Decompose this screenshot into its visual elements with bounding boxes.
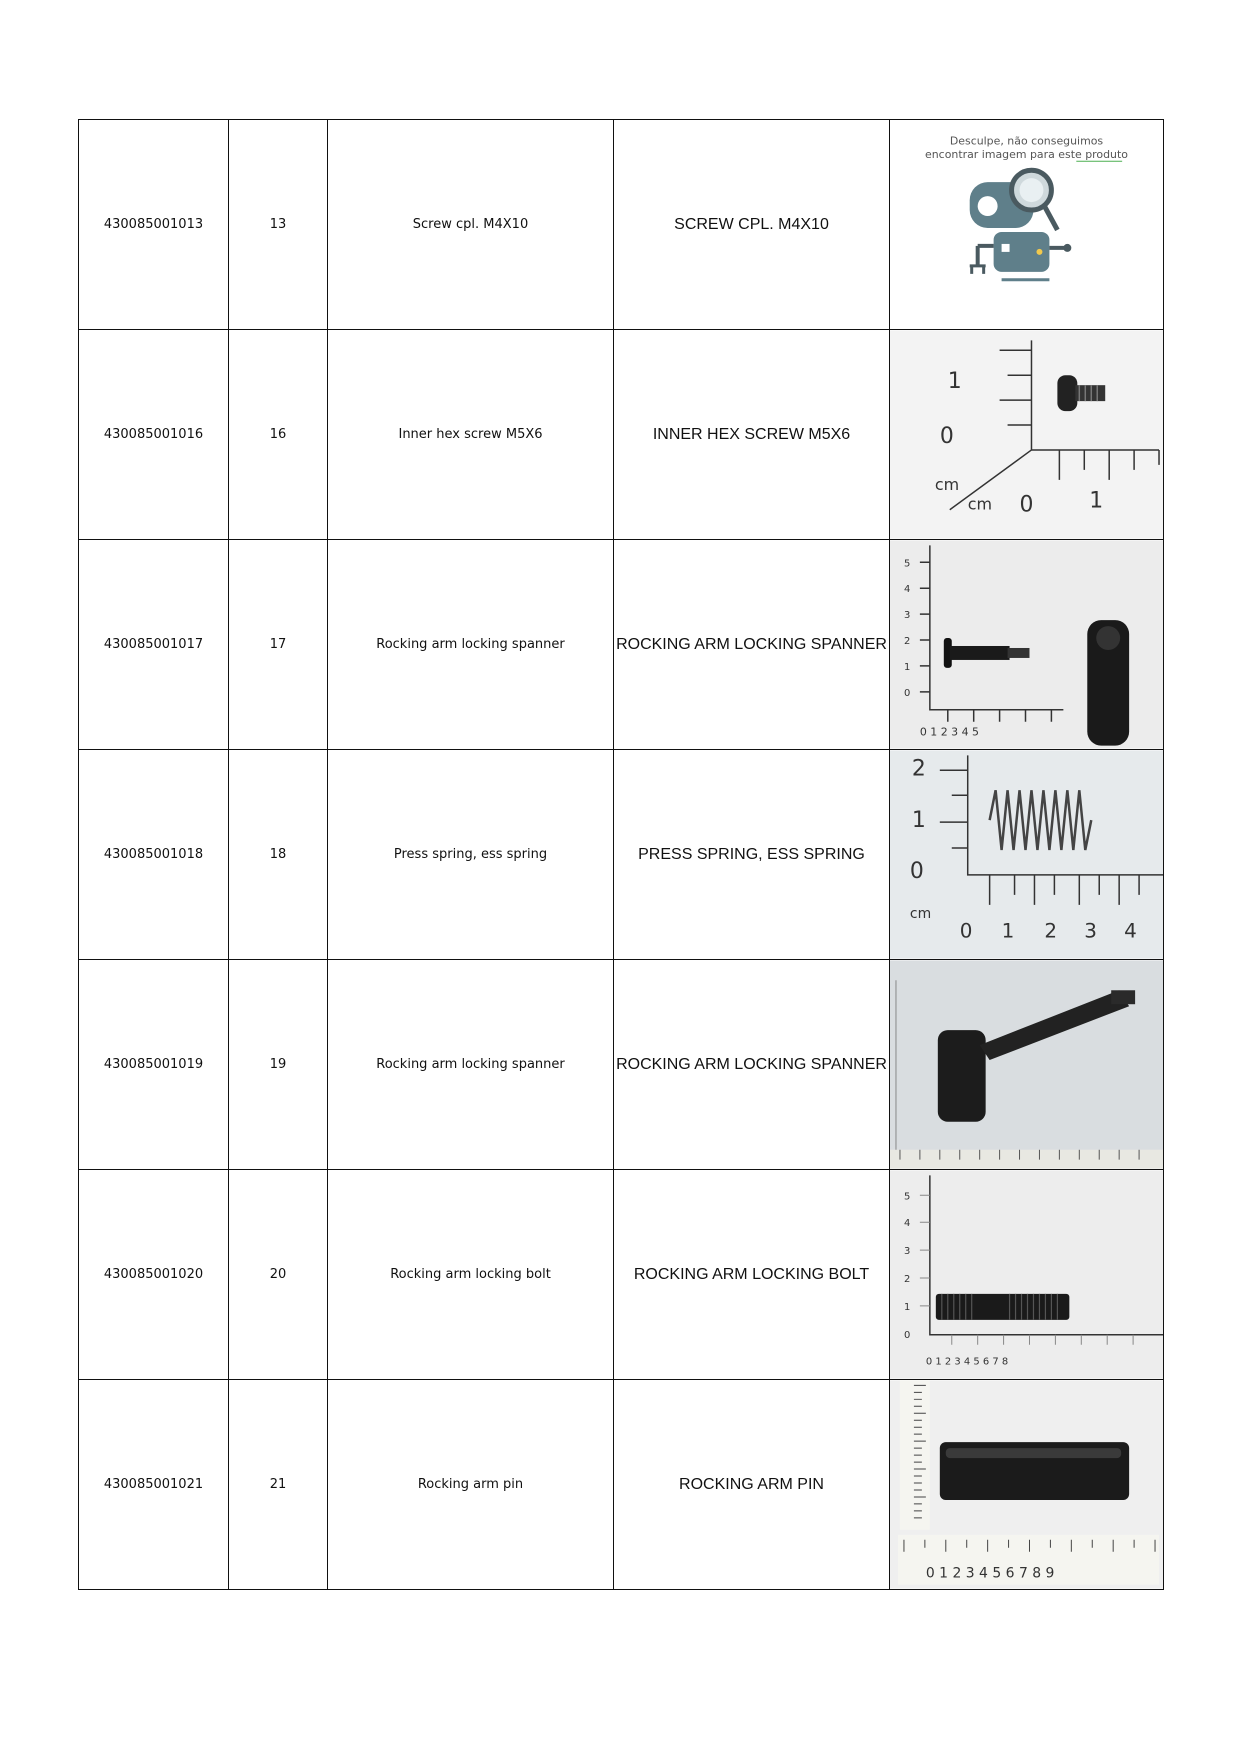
svg-text:1: 1: [1089, 488, 1104, 514]
part-number: 17: [229, 540, 328, 750]
part-description: Rocking arm locking spanner: [328, 960, 614, 1170]
part-name: ROCKING ARM LOCKING BOLT: [614, 1170, 890, 1380]
part-code: 430085001020: [79, 1170, 229, 1380]
part-name: PRESS SPRING, ESS SPRING: [614, 750, 890, 960]
part-image-cell: [890, 1380, 1164, 1590]
screw-photo: [890, 330, 1163, 539]
part-code: 430085001016: [79, 330, 229, 540]
svg-text:0: 0: [903, 687, 911, 699]
part-image-cell: [890, 330, 1164, 540]
part-number: 18: [229, 750, 328, 960]
part-code: 430085001021: [79, 1380, 229, 1590]
svg-text:cm: cm: [934, 474, 960, 494]
part-number: 20: [229, 1170, 328, 1380]
table-row: [79, 1170, 1164, 1380]
table-row: [79, 960, 1164, 1170]
part-description: Press spring, ess spring: [328, 750, 614, 960]
part-code: 430085001019: [79, 960, 229, 1170]
part-code: 430085001013: [79, 120, 229, 330]
part-name: ROCKING ARM PIN: [614, 1380, 890, 1590]
svg-text:4: 4: [1124, 919, 1137, 943]
svg-text:1: 1: [911, 808, 926, 834]
svg-text:0: 0: [959, 919, 973, 943]
image-not-found-robot-icon: [890, 120, 1163, 329]
part-image-cell: [890, 120, 1164, 330]
spring-photo: [890, 750, 1163, 959]
part-image-cell: [890, 540, 1164, 750]
svg-text:2: 2: [1044, 919, 1058, 943]
svg-text:1: 1: [947, 369, 962, 395]
part-description: Rocking arm pin: [328, 1380, 614, 1590]
placeholder-line2: encontrar imagem para este produto: [925, 148, 1128, 162]
part-number: 16: [229, 330, 328, 540]
svg-text:cm: cm: [909, 905, 932, 922]
svg-text:0: 0: [909, 858, 924, 884]
shoulder-bolt-photo: [890, 540, 1163, 749]
parts-table: [78, 119, 1164, 1590]
svg-text:0: 0: [903, 1329, 911, 1341]
svg-text:5: 5: [903, 1191, 911, 1203]
svg-text:0 1 2 3 4 5: 0 1 2 3 4 5: [919, 725, 980, 739]
table-row: [79, 540, 1164, 750]
table-row: [79, 750, 1164, 960]
part-image-cell: [890, 960, 1164, 1170]
threaded-stud-photo: [890, 1170, 1163, 1379]
svg-text:0 1 2 3 4 5: 0 1 2 3 4 5 6 7 8: [925, 1356, 1009, 1368]
part-description: Screw cpl. M4X10: [328, 120, 614, 330]
svg-text:1: 1: [903, 661, 911, 673]
table-row: [79, 120, 1164, 330]
svg-text:cm: cm: [967, 494, 993, 514]
part-name: ROCKING ARM LOCKING SPANNER: [614, 540, 890, 750]
part-number: 21: [229, 1380, 328, 1590]
part-description: Rocking arm locking spanner: [328, 540, 614, 750]
lever-handle-photo: [890, 960, 1163, 1169]
svg-text:3: 3: [903, 1246, 911, 1258]
svg-text:5: 5: [903, 558, 911, 570]
part-name: INNER HEX SCREW M5X6: [614, 330, 890, 540]
part-name: SCREW CPL. M4X10: [614, 120, 890, 330]
svg-text:4: 4: [903, 1218, 911, 1230]
svg-text:2: 2: [911, 756, 926, 782]
svg-text:1: 1: [903, 1301, 911, 1313]
svg-text:0: 0: [939, 423, 954, 449]
pin-photo: [890, 1380, 1163, 1589]
part-image-cell: [890, 1170, 1164, 1380]
part-code: 430085001017: [79, 540, 229, 750]
svg-text:2: 2: [903, 1273, 911, 1285]
table-row: [79, 1380, 1164, 1590]
svg-text:0: 0: [1019, 492, 1034, 518]
part-description: Rocking arm locking bolt: [328, 1170, 614, 1380]
svg-text:3: 3: [1084, 919, 1097, 943]
part-image-cell: [890, 750, 1164, 960]
svg-text:4: 4: [903, 584, 911, 596]
part-code: 430085001018: [79, 750, 229, 960]
placeholder-line1: Desculpe, não conseguimos: [949, 134, 1104, 148]
svg-text:0 1 2 3 4 5 6 7 8 9: 0 1 2 3 4 5 6 7 8 9: [925, 1565, 1055, 1582]
part-name: ROCKING ARM LOCKING SPANNER: [614, 960, 890, 1170]
part-number: 19: [229, 960, 328, 1170]
svg-text:1: 1: [1001, 919, 1015, 943]
part-number: 13: [229, 120, 328, 330]
part-description: Inner hex screw M5X6: [328, 330, 614, 540]
table-row: [79, 330, 1164, 540]
svg-text:3: 3: [903, 610, 911, 622]
svg-text:2: 2: [903, 636, 911, 648]
